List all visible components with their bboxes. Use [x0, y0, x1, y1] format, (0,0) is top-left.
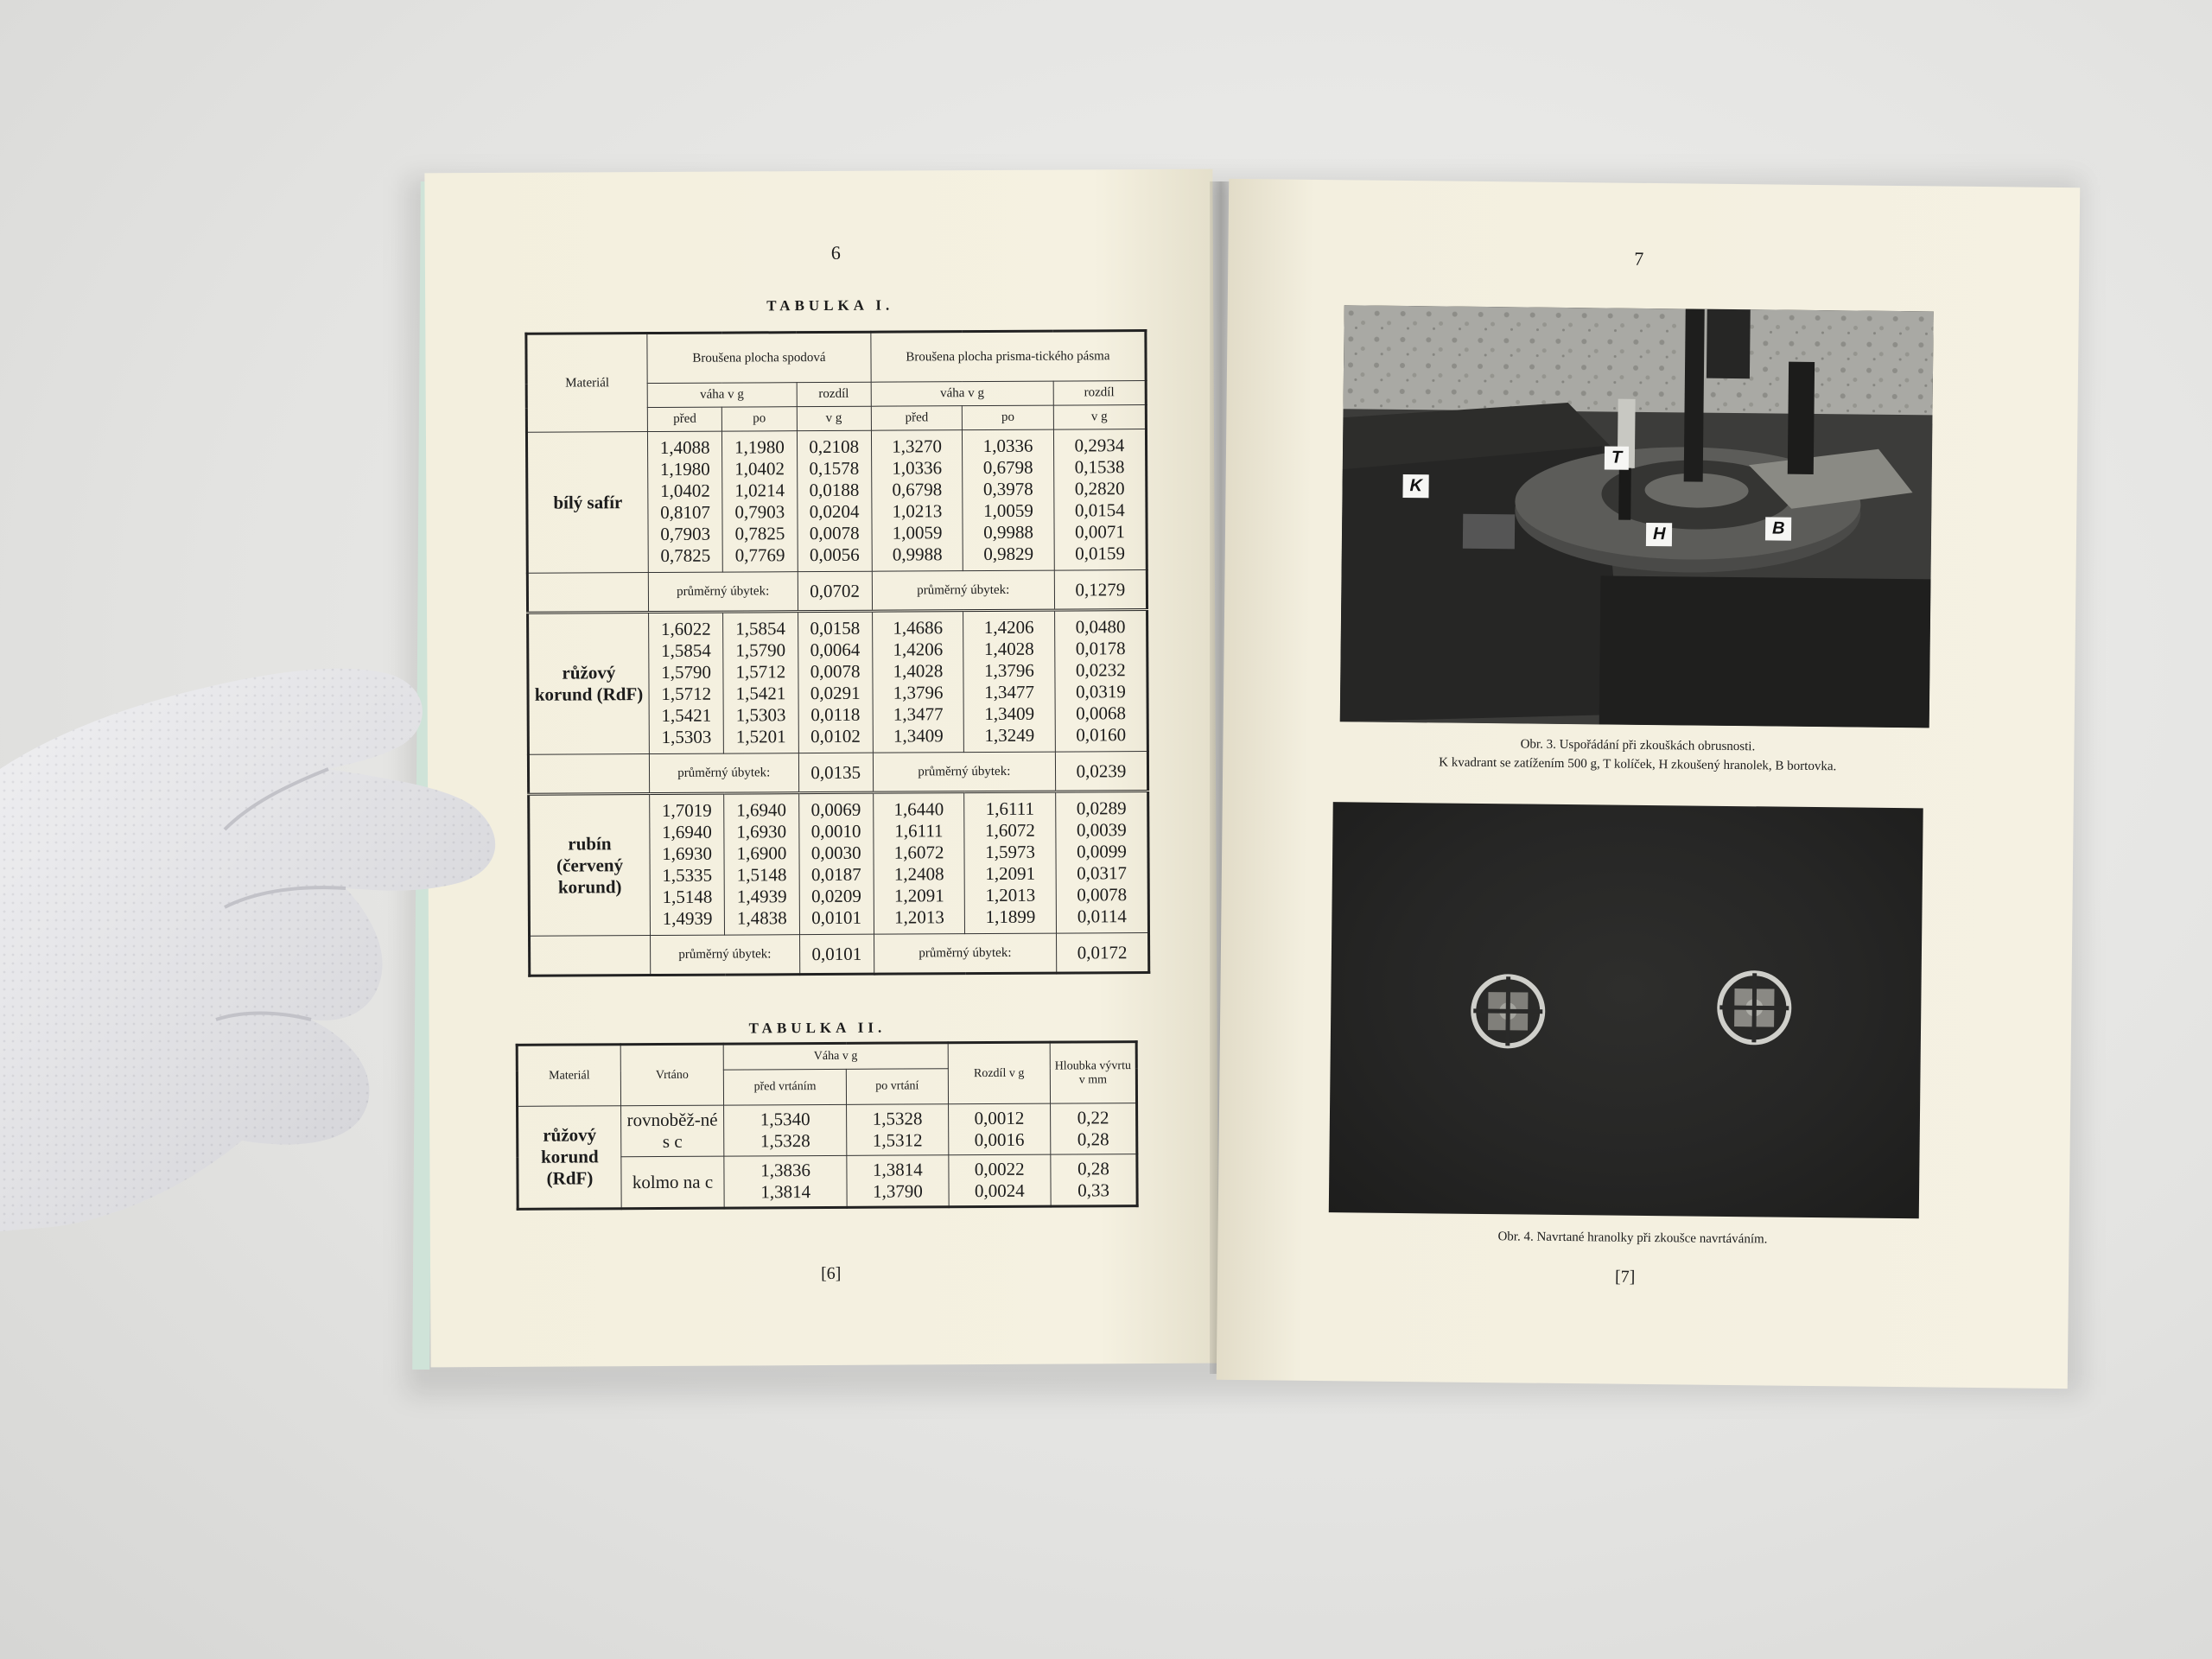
header-vg: v g: [1053, 405, 1146, 430]
table-cell: 1,2091: [893, 885, 944, 906]
table-cell: 0,0056: [809, 543, 860, 566]
table-cell: 1,1980: [734, 436, 785, 458]
table-cell: 1,0214: [734, 480, 785, 501]
table-cell: 1,6111: [985, 798, 1034, 820]
table1-group-row: [526, 429, 1147, 574]
table-cell: 0,0078: [810, 660, 861, 683]
average-value: 0,0135: [798, 753, 874, 792]
table-cell: 1,4206: [893, 639, 944, 660]
table-cell: 0,6798: [892, 479, 943, 500]
average-value: 0,0239: [1055, 752, 1147, 792]
table-cell: 1,5303: [661, 726, 712, 747]
table-cell: 1,0336: [892, 457, 943, 479]
page-number: 7: [1634, 247, 1644, 270]
table-cell: 1,5421: [735, 683, 786, 704]
table-cell: 0,0078: [1077, 884, 1128, 906]
figure3-caption: [1335, 733, 1940, 777]
table-cell: 0,0064: [810, 639, 861, 661]
table-cell: 0,0114: [1077, 906, 1127, 927]
value-column: [963, 429, 1054, 571]
table2-title: TABULKA II.: [748, 1019, 887, 1037]
table-cell: 1,3270: [892, 435, 943, 457]
table-cell: 1,7019: [661, 799, 712, 821]
figure4-image: [1329, 802, 1923, 1218]
table-cell: 0,0071: [1075, 521, 1125, 543]
value-column: [647, 431, 722, 572]
table-cell: 1,6930: [662, 842, 713, 864]
average-value: 0,1279: [1054, 570, 1147, 611]
t2-header-difference: Rozdíl v g: [948, 1042, 1051, 1104]
table-cell: 1,3249: [984, 724, 1035, 747]
figure3-caption-line1: Obr. 3. Uspořádání při zkouškách obrusnosti.: [1520, 737, 1756, 754]
figure3-caption-line2: K kvadrant se zatížením 500 g, T kolíček, H zkoušený hranolek, B bortovka.: [1439, 755, 1837, 774]
table-cell: 1,2013: [985, 884, 1036, 906]
t2-depth: 0,22 0,28: [1051, 1103, 1137, 1155]
table-cell: 0,2108: [809, 435, 860, 458]
footer-page-number: [7]: [1614, 1267, 1636, 1287]
average-empty-cell: [527, 573, 648, 613]
table-cell: 0,0118: [810, 703, 861, 726]
t2-diff: 0,0022 0,0024: [948, 1154, 1051, 1207]
material-name: růžový korund (RdF): [528, 613, 650, 755]
average-value: 0,0101: [799, 934, 874, 974]
table-cell: 1,6022: [660, 618, 711, 639]
table-cell: 0,0188: [809, 479, 860, 501]
header-weight: váha v g: [871, 381, 1053, 406]
table-cell: 0,7769: [734, 544, 785, 566]
table-cell: 1,5790: [661, 661, 711, 683]
t2-material: růžový korund (RdF): [518, 1106, 622, 1210]
t2-header-drilled: Vrtáno: [620, 1044, 723, 1106]
left-page: [424, 169, 1218, 1368]
table-cell: 0,8107: [660, 501, 711, 523]
page-number: 6: [830, 241, 841, 264]
header-before: před: [647, 407, 721, 431]
value-column: [963, 610, 1055, 753]
table-cell: 0,2820: [1074, 478, 1125, 499]
table-cell: 0,0209: [810, 885, 861, 907]
table-cell: 1,5303: [735, 704, 786, 726]
t2-drilled: kolmo na c: [621, 1156, 724, 1209]
value-column: [797, 430, 872, 571]
table-cell: 1,5335: [662, 864, 713, 886]
table-cell: 1,5148: [736, 864, 787, 886]
table-cell: 0,0010: [810, 820, 861, 842]
table-cell: 0,7825: [660, 544, 711, 566]
table1-group-row: [528, 610, 1148, 755]
header-material: Materiál: [526, 334, 648, 433]
table-cell: 1,4939: [662, 907, 713, 929]
header-group1: Broušena plocha spodová: [647, 332, 871, 383]
t2-header-weight: Váha v g: [723, 1043, 948, 1070]
figure3-label-h: H: [1646, 523, 1673, 546]
average-empty-cell: [530, 936, 651, 976]
value-column: [798, 792, 874, 934]
value-column: [723, 612, 798, 753]
header-difference: rozdíl: [797, 382, 871, 406]
table-cell: 1,3409: [984, 702, 1035, 725]
table-cell: 1,4838: [736, 907, 787, 929]
table-cell: 0,2934: [1074, 435, 1125, 456]
table-cell: 0,1578: [809, 457, 860, 480]
table-cell: 1,6072: [985, 819, 1035, 842]
value-column: [722, 431, 798, 572]
value-column: [724, 793, 799, 935]
material-name: rubín (červený korund): [529, 794, 651, 937]
table-cell: 1,4206: [983, 616, 1034, 639]
table-cell: 1,0402: [734, 458, 785, 480]
t2-header-material: Materiál: [517, 1045, 620, 1107]
value-column: [649, 612, 724, 753]
figure3-label-b: B: [1765, 517, 1792, 540]
table-cell: 0,0317: [1077, 862, 1127, 884]
table-cell: 0,7825: [734, 523, 785, 544]
table-cell: 1,5790: [735, 639, 786, 661]
table-cell: 0,7903: [660, 523, 711, 544]
value-column: [650, 793, 725, 935]
table-cell: 1,3796: [893, 682, 944, 703]
header-after: po: [963, 405, 1054, 430]
table-cell: 0,9988: [892, 543, 943, 565]
table-cell: 0,0078: [809, 522, 860, 544]
right-page: [1217, 179, 2081, 1389]
table-cell: 1,3477: [893, 703, 944, 725]
table-cell: 0,0159: [1075, 543, 1126, 564]
table-cell: 1,4088: [659, 436, 710, 458]
gloved-hand: [0, 657, 536, 1313]
table-cell: 1,6111: [894, 820, 944, 842]
t2-after: 1,5328 1,5312: [847, 1104, 949, 1156]
footer-page-number: [6]: [821, 1263, 842, 1284]
average-value: 0,0702: [798, 571, 873, 611]
table-cell: 1,2013: [894, 906, 944, 928]
table-cell: 1,0213: [892, 500, 943, 522]
header-group2: Broušena plocha prisma-tického pásma: [871, 331, 1147, 383]
table-cell: 1,5854: [735, 618, 785, 639]
average-row: [527, 570, 1147, 613]
table-cell: 1,5201: [735, 726, 786, 747]
value-column: [1054, 610, 1147, 753]
table-cell: 1,3796: [984, 659, 1034, 682]
t2-after: 1,3814 1,3790: [847, 1155, 949, 1208]
table-cell: 0,0039: [1076, 819, 1127, 841]
figure3-label-k: K: [1402, 474, 1429, 498]
table-cell: 1,1899: [985, 906, 1036, 928]
figure3-image: [1340, 305, 1934, 728]
t2-before: 1,5340 1,5328: [724, 1104, 848, 1156]
table-cell: 1,0059: [983, 499, 1033, 522]
table1-group-row: [529, 791, 1149, 937]
table-cell: 1,6900: [736, 842, 787, 864]
table-cell: 0,1538: [1074, 456, 1125, 478]
table-cell: 1,4028: [983, 638, 1034, 660]
table-cell: 1,5712: [661, 683, 712, 704]
figure3-label-t: T: [1605, 446, 1630, 469]
table-cell: 1,2091: [985, 862, 1036, 885]
table-cell: 1,2408: [893, 863, 944, 885]
table-cell: 0,0160: [1076, 724, 1127, 746]
table-cell: 0,9988: [983, 521, 1034, 543]
table-cell: 1,0059: [892, 522, 943, 543]
value-column: [872, 611, 963, 753]
average-label: průměrný úbytek:: [873, 752, 1055, 792]
header-after: po: [722, 407, 797, 431]
value-column: [873, 792, 964, 935]
table-cell: 0,0030: [810, 842, 861, 864]
figure4-caption: Obr. 4. Navrtané hranolky při zkoušce navrtáváním.: [1497, 1230, 1768, 1247]
table-cell: 0,0068: [1076, 702, 1127, 724]
t2-diff: 0,0012 0,0016: [948, 1103, 1051, 1155]
table-cell: 0,0187: [810, 863, 861, 886]
table-cell: 0,0102: [810, 725, 861, 747]
table-cell: 0,0178: [1075, 638, 1126, 659]
table-cell: 0,0480: [1075, 616, 1126, 638]
value-column: [1053, 429, 1147, 571]
table-cell: 1,3477: [984, 681, 1035, 703]
header-vg: v g: [797, 406, 871, 430]
figure3-photo: [1340, 305, 1934, 728]
average-empty-cell: [528, 754, 649, 795]
table1-title: TABULKA I.: [766, 296, 894, 315]
average-label: průměrný úbytek:: [649, 753, 798, 794]
table-cell: 0,7903: [734, 501, 785, 523]
material-name: bílý safír: [526, 432, 648, 574]
table-cell: 1,5148: [662, 886, 713, 907]
table-cell: 0,9829: [983, 543, 1034, 565]
table-cell: 0,0158: [810, 617, 861, 639]
table-cell: 0,0232: [1075, 659, 1126, 681]
table-cell: 1,5973: [985, 841, 1036, 863]
table-2: [516, 1040, 1139, 1211]
t2-drilled: rovnoběž-né s c: [621, 1105, 724, 1157]
t2-header-after: po vrtání: [847, 1069, 949, 1105]
table-cell: 1,5712: [735, 661, 786, 683]
table-cell: 1,5421: [661, 704, 712, 726]
average-label: průměrný úbytek:: [874, 933, 1056, 974]
table-cell: 1,6940: [736, 799, 787, 821]
table-cell: 1,6930: [736, 821, 787, 842]
table-1: [524, 329, 1150, 977]
table1-body: [526, 429, 1148, 976]
table-cell: 1,4028: [893, 660, 944, 682]
table-cell: 0,0204: [809, 500, 860, 523]
table-cell: 0,0289: [1076, 798, 1127, 819]
table-cell: 1,4686: [893, 617, 944, 639]
table-cell: 1,6072: [893, 842, 944, 863]
value-column: [1055, 791, 1148, 934]
value-column: [871, 430, 963, 572]
value-column: [798, 611, 873, 753]
average-label: průměrný úbytek:: [651, 935, 800, 976]
t2-before: 1,3836 1,3814: [724, 1155, 848, 1208]
table-cell: 1,5854: [660, 639, 711, 661]
average-label: průměrný úbytek:: [648, 572, 798, 613]
table-cell: 1,6940: [662, 821, 712, 842]
table-cell: 0,0291: [810, 682, 861, 704]
table-cell: 1,0402: [660, 480, 710, 501]
average-row: [530, 933, 1149, 976]
figure4-photo: [1329, 802, 1923, 1218]
value-column: [964, 791, 1056, 934]
average-row: [528, 752, 1147, 795]
header-before: před: [871, 406, 963, 431]
table-cell: 0,6798: [982, 456, 1033, 479]
table-cell: 1,6440: [893, 798, 944, 820]
table-cell: 0,0069: [810, 798, 861, 821]
table-cell: 0,0101: [811, 906, 861, 929]
t2-depth: 0,28 0,33: [1051, 1154, 1137, 1207]
table-cell: 0,3978: [982, 478, 1033, 500]
t2-header-depth: Hloubka vývrtu v mm: [1050, 1042, 1136, 1104]
table-cell: 0,0099: [1076, 841, 1127, 862]
table-cell: 1,1980: [659, 458, 710, 480]
table-cell: 0,0154: [1074, 499, 1125, 521]
t2-header-before: před vrtáním: [723, 1069, 846, 1105]
header-difference: rozdíl: [1053, 381, 1146, 406]
average-value: 0,0172: [1056, 933, 1148, 974]
average-label: průměrný úbytek:: [872, 570, 1054, 611]
table-cell: 0,0319: [1076, 681, 1126, 702]
table-cell: 1,3409: [893, 725, 944, 747]
table-cell: 1,4939: [736, 886, 787, 907]
table-cell: 1,0336: [982, 435, 1033, 457]
header-weight: váha v g: [647, 383, 797, 408]
